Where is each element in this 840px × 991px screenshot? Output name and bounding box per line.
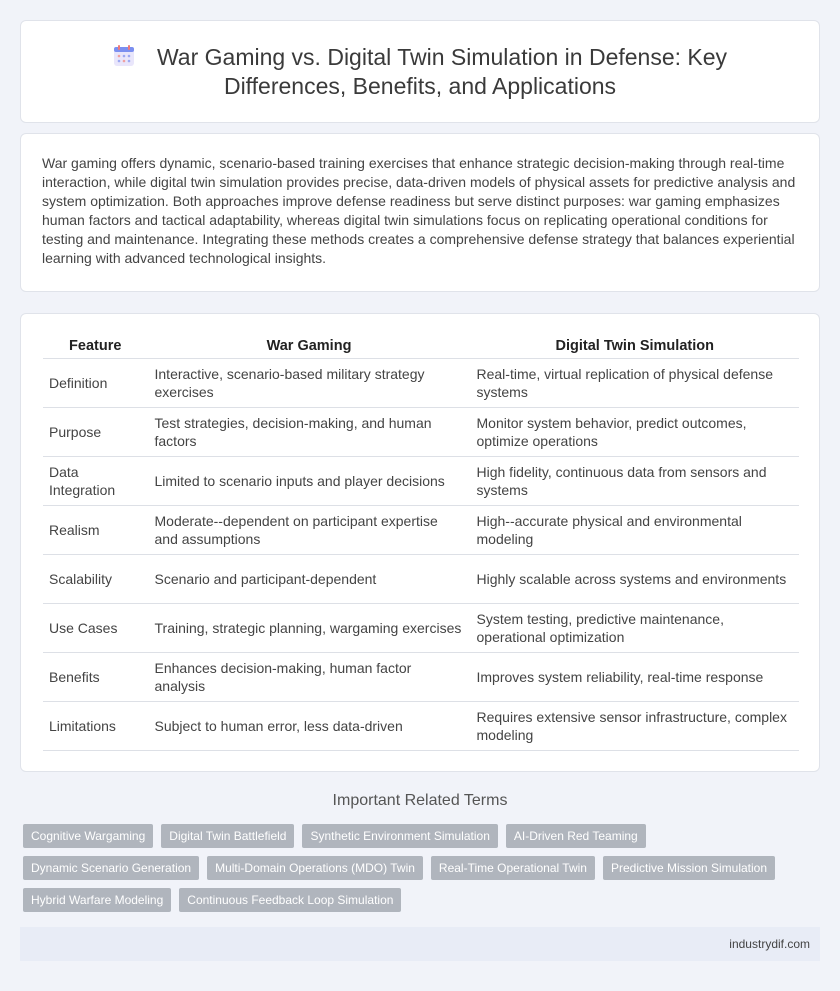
row-war-gaming: Test strategies, decision-making, and human factors bbox=[148, 407, 470, 456]
related-term-tag[interactable]: Hybrid Warfare Modeling bbox=[23, 888, 171, 912]
row-digital-twin: Requires extensive sensor infrastructure, complex modeling bbox=[470, 701, 799, 750]
table-row bbox=[43, 358, 799, 407]
header-war-gaming: War Gaming bbox=[148, 334, 470, 358]
row-feature: Data Integration bbox=[43, 456, 148, 505]
header-feature: Feature bbox=[43, 334, 148, 358]
table-row bbox=[43, 505, 799, 554]
row-war-gaming: Limited to scenario inputs and player decisions bbox=[148, 456, 470, 505]
related-terms-heading: Important Related Terms bbox=[332, 792, 508, 809]
row-digital-twin: System testing, predictive maintenance, operational optimization bbox=[470, 603, 799, 652]
row-war-gaming: Training, strategic planning, wargaming exercises bbox=[148, 603, 470, 652]
intro-paragraph: War gaming offers dynamic, scenario-based training exercises that enhance strategic decision-making through real-time interaction, while digital twin simulation provides precise, data-driven models of physical assets for predictive analysis and system optimization. Both approaches improve defense readiness but serve distinct purposes: war gaming emphasizes human factors and tactical adaptability, whereas digital twin simulations focus on replicating operational conditions for testing and maintenance. Integrating these methods creates a comprehensive defense strategy that balances experiential learning with advanced technological insights. bbox=[42, 155, 796, 266]
row-war-gaming: Enhances decision-making, human factor analysis bbox=[148, 652, 470, 701]
related-term-tag[interactable]: Dynamic Scenario Generation bbox=[23, 856, 199, 880]
header-digital-twin: Digital Twin Simulation bbox=[470, 334, 799, 358]
table-row bbox=[43, 407, 799, 456]
row-feature: Realism bbox=[43, 505, 148, 554]
table-row bbox=[43, 456, 799, 505]
row-war-gaming: Scenario and participant-dependent bbox=[148, 554, 470, 603]
row-feature: Limitations bbox=[43, 701, 148, 750]
related-term-tag[interactable]: Predictive Mission Simulation bbox=[603, 856, 775, 880]
related-term-tag[interactable]: Digital Twin Battlefield bbox=[161, 824, 294, 848]
related-term-tag[interactable]: Synthetic Environment Simulation bbox=[302, 824, 497, 848]
related-term-tag[interactable]: Cognitive Wargaming bbox=[23, 824, 153, 848]
row-digital-twin: Monitor system behavior, predict outcomes, optimize operations bbox=[470, 407, 799, 456]
footer-site-link[interactable]: industrydif.com bbox=[729, 937, 810, 951]
table-header-row bbox=[43, 334, 799, 358]
row-digital-twin: Real-time, virtual replication of physical defense systems bbox=[470, 358, 799, 407]
row-feature: Benefits bbox=[43, 652, 148, 701]
row-digital-twin: High--accurate physical and environmental modeling bbox=[470, 505, 799, 554]
row-feature: Purpose bbox=[43, 407, 148, 456]
related-term-tag[interactable]: Real-Time Operational Twin bbox=[431, 856, 595, 880]
page-title: War Gaming vs. Digital Twin Simulation in Defense: Key Differences, Benefits, and Applications bbox=[156, 44, 728, 99]
row-feature: Definition bbox=[43, 358, 148, 407]
table-row bbox=[43, 652, 799, 701]
row-digital-twin: Improves system reliability, real-time response bbox=[470, 652, 799, 701]
intro-card bbox=[20, 133, 820, 292]
related-term-tag[interactable]: Continuous Feedback Loop Simulation bbox=[179, 888, 401, 912]
table-row bbox=[43, 603, 799, 652]
comparison-table bbox=[43, 334, 799, 751]
row-digital-twin: Highly scalable across systems and environments bbox=[470, 554, 799, 603]
table-row bbox=[43, 701, 799, 750]
row-war-gaming: Interactive, scenario-based military strategy exercises bbox=[148, 358, 470, 407]
row-feature: Use Cases bbox=[43, 603, 148, 652]
table-row bbox=[43, 554, 799, 603]
calendar-icon bbox=[113, 45, 135, 67]
related-term-tag[interactable]: AI-Driven Red Teaming bbox=[506, 824, 646, 848]
related-terms-list bbox=[23, 824, 823, 912]
row-digital-twin: High fidelity, continuous data from sensors and systems bbox=[470, 456, 799, 505]
footer bbox=[20, 927, 820, 961]
related-term-tag[interactable]: Multi-Domain Operations (MDO) Twin bbox=[207, 856, 423, 880]
row-war-gaming: Moderate--dependent on participant expertise and assumptions bbox=[148, 505, 470, 554]
row-war-gaming: Subject to human error, less data-driven bbox=[148, 701, 470, 750]
comparison-card bbox=[20, 313, 820, 772]
row-feature: Scalability bbox=[43, 554, 148, 603]
title-card bbox=[20, 20, 820, 123]
